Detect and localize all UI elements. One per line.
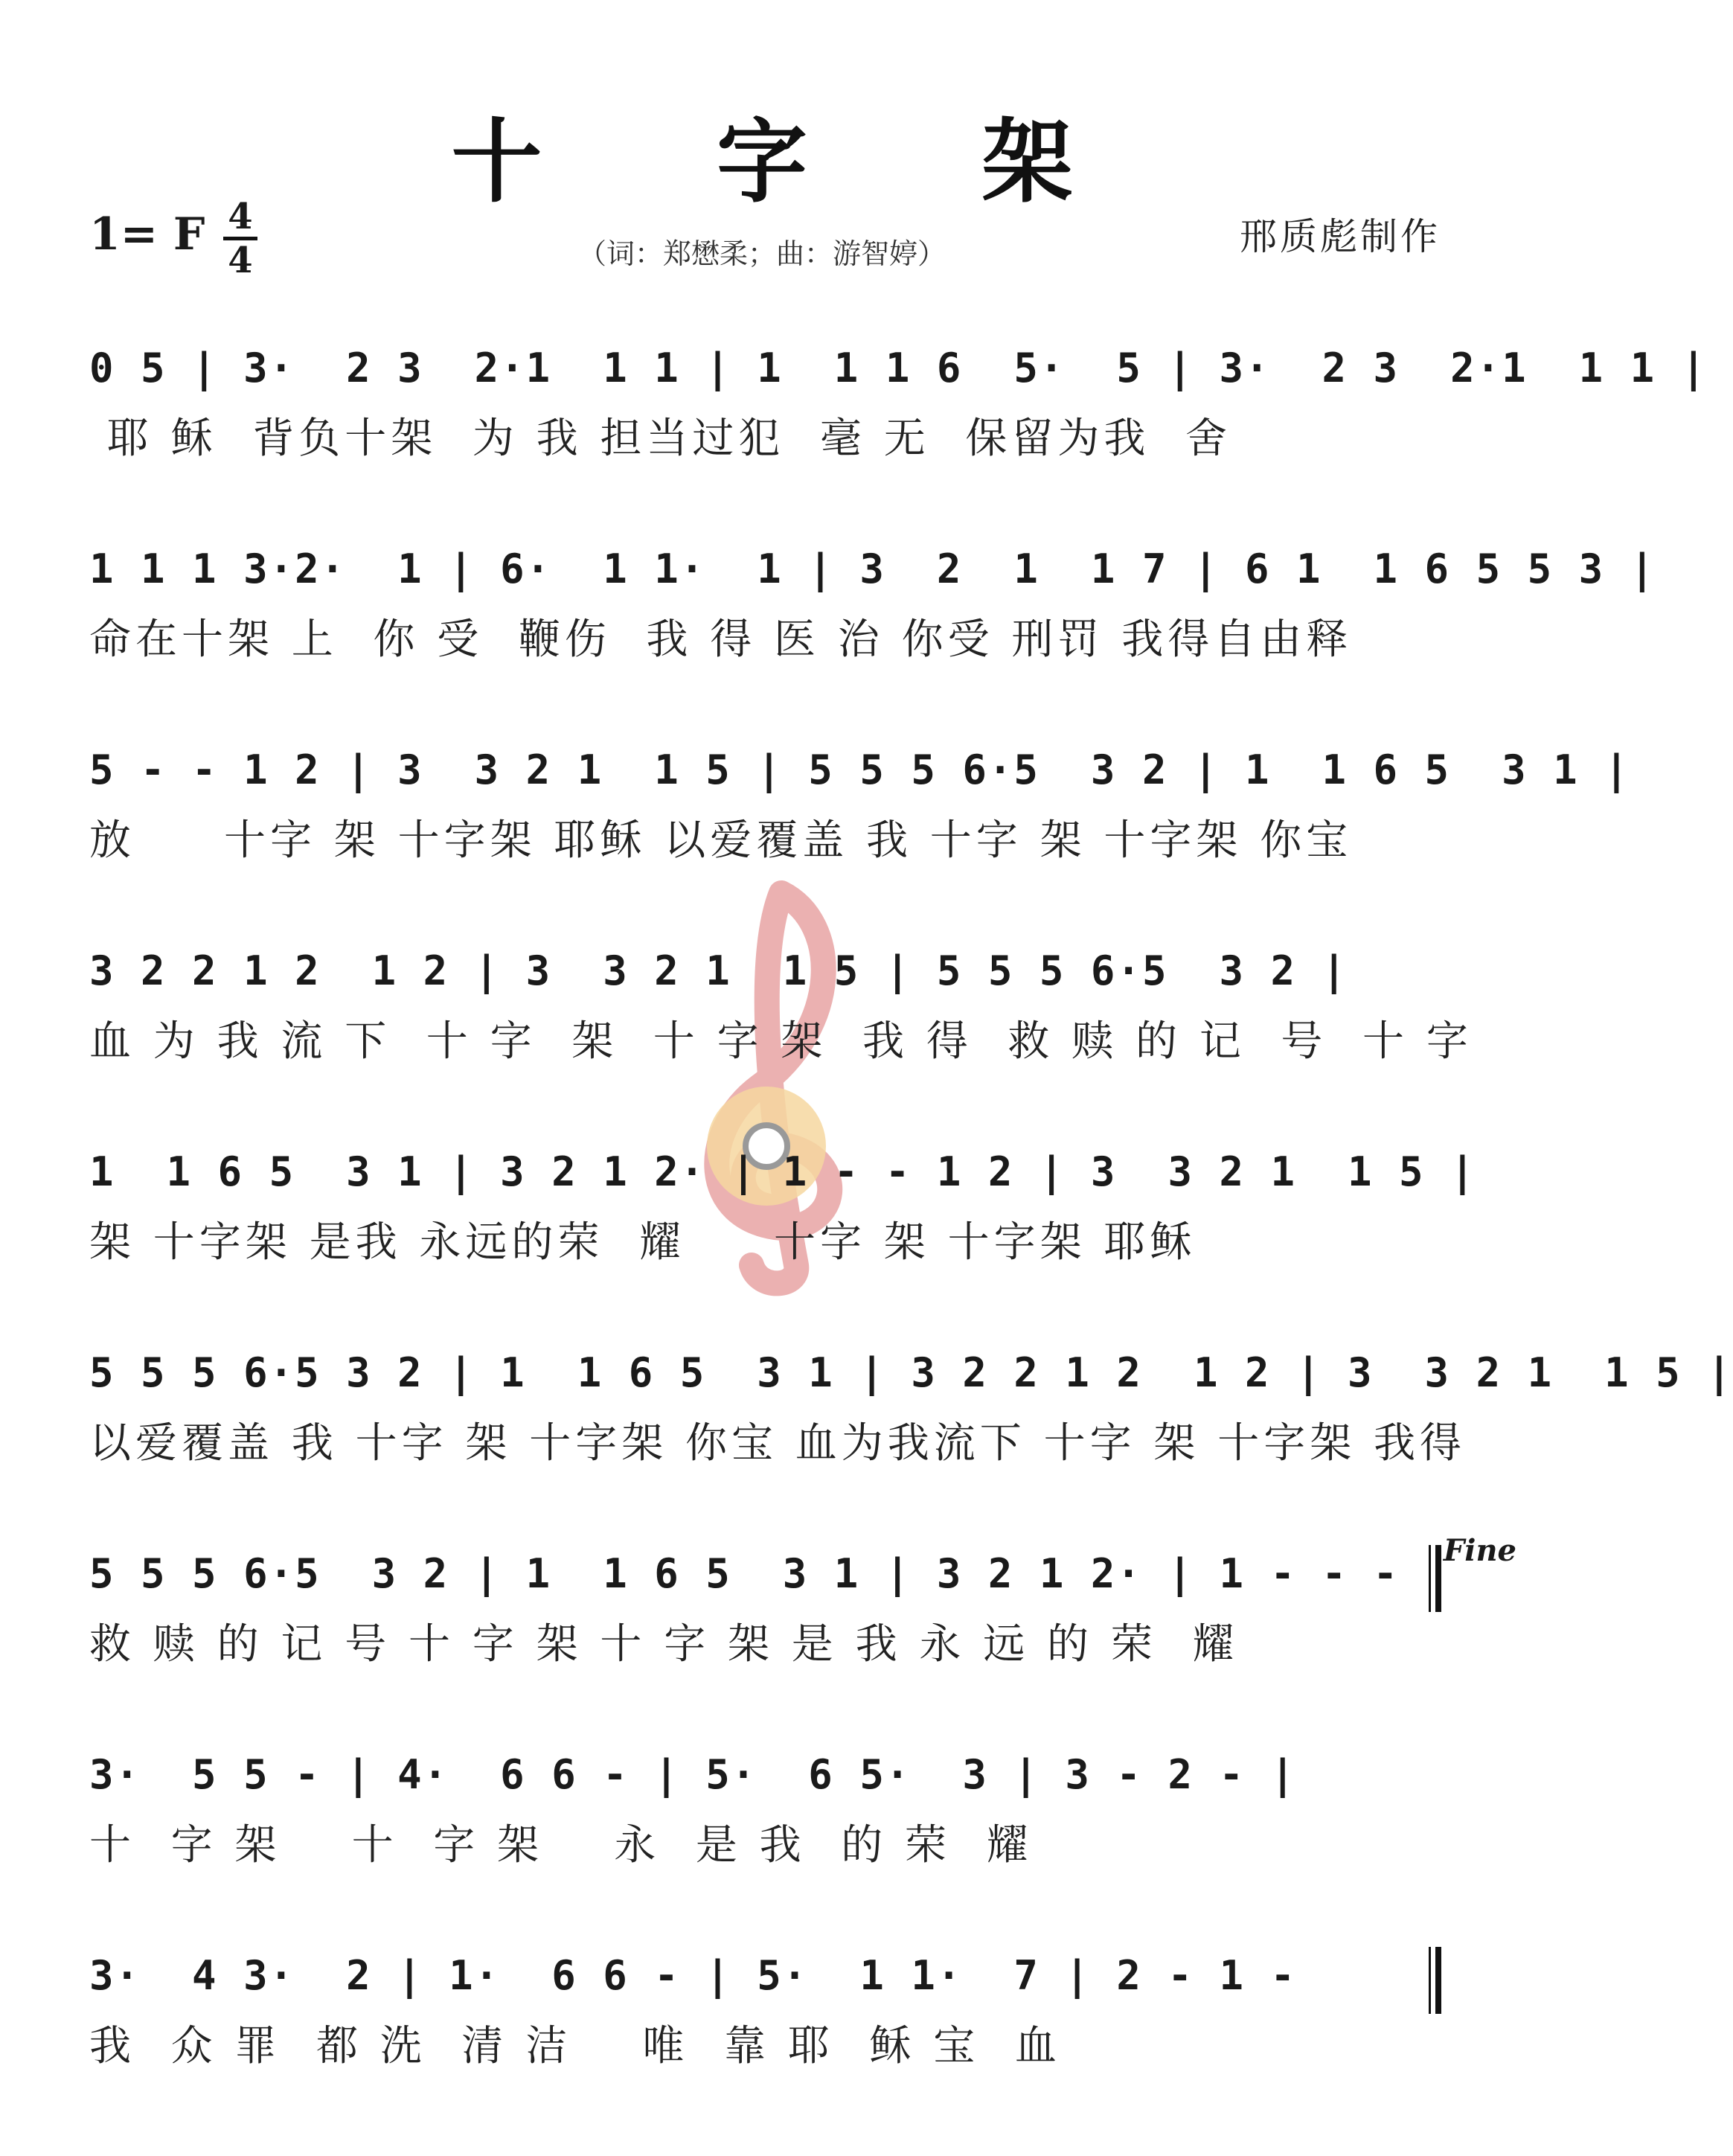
notes-line: 1 1 6 5 3 1 | 3 2 1 2· | 1 - - 1 2 | 3 3 2 1 1 5 | xyxy=(89,1148,1476,1195)
notes-line: 3· 5 5 - | 4· 6 6 - | 5· 6 5· 3 | 3 - 2 - | xyxy=(89,1751,1297,1798)
notes-line: 5 - - 1 2 | 3 3 2 1 1 5 | 5 5 5 6·5 3 2 | 1 1 6 5 3 1 | xyxy=(89,746,1630,793)
lyrics-line: 架 十字架 是我 永远的荣 耀 十字 架 十字架 耶稣 xyxy=(89,1218,1197,1267)
lyrics-line: 以爱覆盖 我 十字 架 十字架 你宝 血为我流下 十字 架 十字架 我得 xyxy=(89,1419,1467,1468)
meter-bottom: 4 xyxy=(228,240,253,281)
fine-marker: Fine xyxy=(1443,1533,1516,1568)
notes-line: 3 2 2 1 2 1 2 | 3 3 2 1 1 5 | 5 5 5 6·5 3 2 | xyxy=(89,947,1348,994)
lyrics-line: 我 众 罪 都 洗 清 洁 唯 靠 耶 稣 宝 血 xyxy=(89,2022,1061,2070)
notes-line: 3· 4 3· 2 | 1· 6 6 - | 5· 1 1· 7 | 2 - 1 - xyxy=(89,1952,1297,1999)
meter-top: 4 xyxy=(228,196,253,237)
lyrics-line: 救 赎 的 记 号 十 字 架 十 字 架 是 我 永 远 的 荣 耀 xyxy=(89,1620,1239,1669)
key-signature: 1= F xyxy=(89,208,205,260)
final-barline xyxy=(1429,1545,1440,1612)
lyrics-line: 血 为 我 流 下 十 字 架 十 字 架 我 得 救 赎 的 记 号 十 字 xyxy=(89,1017,1473,1066)
notes-line: 1 1 1 3·2· 1 | 6· 1 1· 1 | 3 2 1 1 7 | 6 1 1 6 5 5 3 | xyxy=(89,546,1656,592)
lyrics-line: 十 字 架 十 字 架 永 是 我 的 荣 耀 xyxy=(89,1821,1033,1869)
final-barline xyxy=(1429,1947,1440,2014)
lyrics-line: 放 十字 架 十字架 耶稣 以爱覆盖 我 十字 架 十字架 你宝 xyxy=(89,816,1353,865)
author: 邢质彪制作 xyxy=(1240,215,1441,258)
song-title: 十 字 架 xyxy=(451,109,1144,215)
notes-line: 5 5 5 6·5 3 2 | 1 1 6 5 3 1 | 3 2 1 2· | 1 - - - xyxy=(89,1550,1400,1597)
notes-line: 5 5 5 6·5 3 2 | 1 1 6 5 3 1 | 3 2 2 1 2 1 2 | 3 3 2 1 1 5 | xyxy=(89,1349,1733,1396)
lyrics-line: 命在十架 上 你 受 鞭伤 我 得 医 治 你受 刑罚 我得自由释 xyxy=(89,615,1353,664)
credits: （词：郑懋柔；曲：游智婷） xyxy=(577,237,946,270)
notes-line: 0 5 | 3· 2 3 2·1 1 1 | 1 1 1 6 5· 5 | 3· 2 3 2·1 1 1 | xyxy=(89,345,1708,391)
lyrics-line: 耶 稣 背负十架 为 我 担当过犯 毫 无 保留为我 舍 xyxy=(89,415,1232,463)
